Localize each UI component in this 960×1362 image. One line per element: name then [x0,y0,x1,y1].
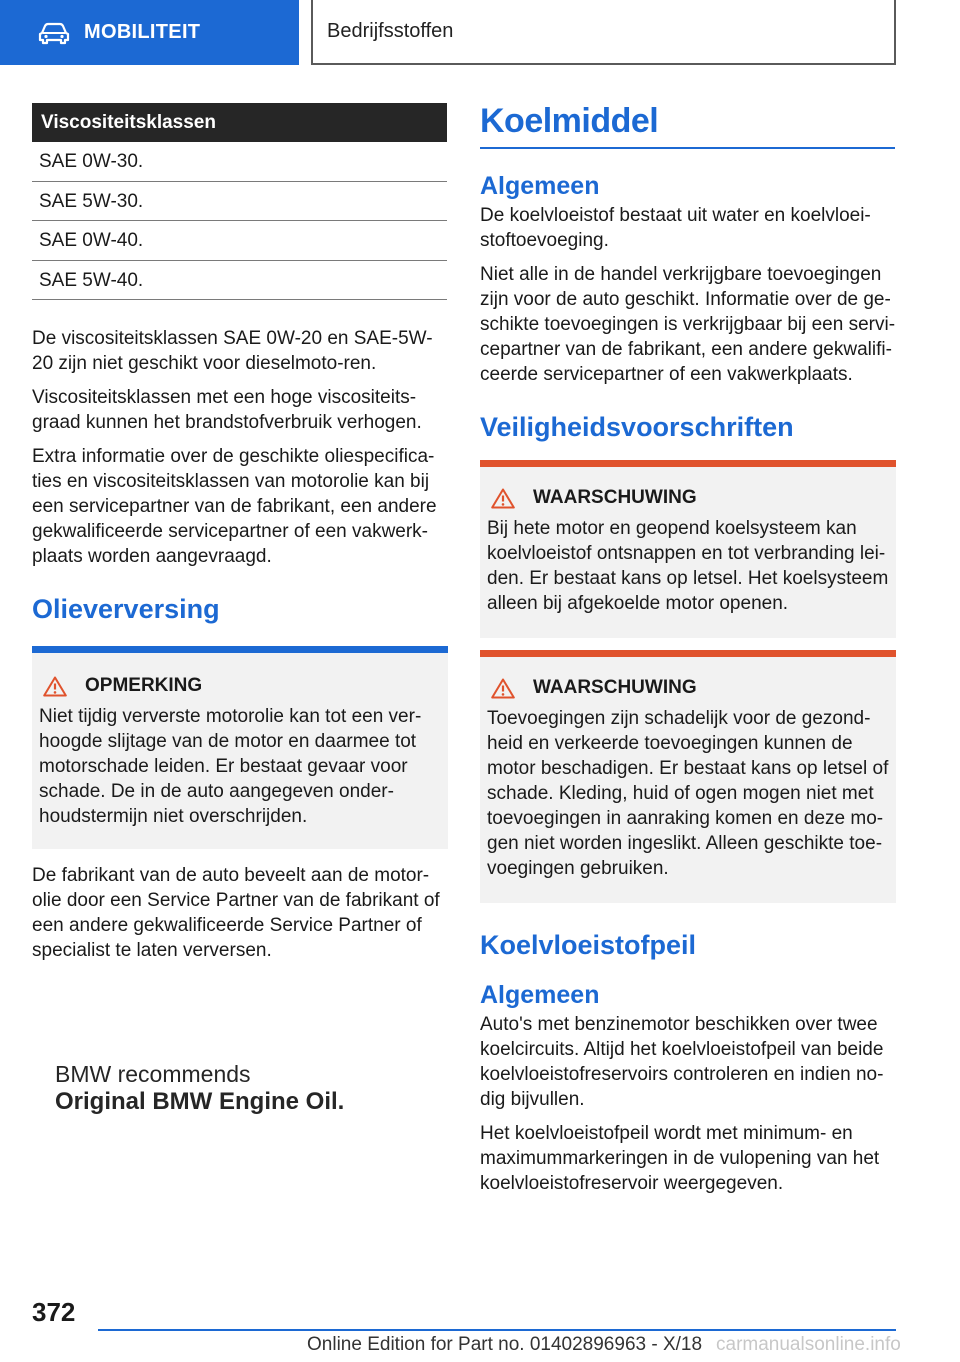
table-row: SAE 5W-30. [32,182,447,222]
table-row: SAE 0W-30. [32,142,447,182]
paragraph: Auto's met benzinemotor beschikken over twee koelcircuits. Altijd het koelvloeistofpeil van beide koelvloeistofreservoirs controleren en indien no-dig bijvullen. [480,1014,884,1110]
warning-triangle-icon [491,678,515,699]
heading-oil-change: Olieverversing [32,594,220,624]
paragraph: Extra informatie over de geschikte oliespecifica-ties en viscositeitsklassen van motorolie kan bij een servicepartner van de fabrikant, een andere gekwalificeerde servicepartner of een vakwerk-plaats worden aangevraagd. [32,446,437,567]
footer-watermark: carmanualsonline.info [716,1334,901,1355]
paragraph: Viscositeitsklassen met een hoge viscositeits-graad kunnen het brandstofverbruik verhogen. [32,387,422,433]
paragraph: Niet alle in de handel verkrijgbare toevoegingen zijn voor de auto geschikt. Informatie over de ge-schikte toevoegingen is verkrijgbaar bij een servi-cepartner van de fabrikant, een andere gekwalifi-ceerde servicepartner of een vakwerkplaats. [480,264,896,385]
viscosity-table-header: Viscositeitsklassen [32,103,447,142]
warning-bar [480,460,896,467]
page-number: 372 [32,1297,76,1327]
car-icon [38,21,70,45]
chapter-title-text: Bedrijfsstoffen [327,20,454,42]
warning-bar [480,650,896,657]
section-tab-label: MOBILITEIT [84,21,201,43]
notice-box [32,653,448,849]
left-column [32,103,448,972]
warning-text: Bij hete motor en geopend koelsysteem kan koelvloeistof ontsnappen en tot verbranding lei-den. Er bestaat kans op letsel. Het koelsysteem alleen bij afgekoelde motor openen. [487,518,889,614]
viscosity-table [32,103,447,300]
warning-label: WAARSCHUWING [533,487,697,508]
warning-box [480,657,896,903]
right-column [480,102,896,1205]
section-tab-mobiliteit[interactable] [0,0,299,65]
table-row: SAE 5W-40. [32,261,447,301]
table-row: SAE 0W-40. [32,221,447,261]
warning-text: Toevoegingen zijn schadelijk voor de gezond-heid en verkeerde toevoegingen kunnen de motor beschadigen. Er bestaat kans op letsel of schade. Kleding, huid of ogen mogen niet met toevoegingen in aanraking komen en deze mo-gen niet worden ingeslikt. Alleen geschikte toe-voegingen gebruiken. [487,708,889,879]
heading-coolant-level: Koelvloeistofpeil [480,930,697,960]
warning-triangle-icon [491,488,515,509]
bmw-oil-logo [55,1060,344,1116]
heading-underline [480,147,895,149]
heading-coolant: Koelmiddel [480,102,659,140]
notice-text: Niet tijdig ververste motorolie kan tot een ver-hoogde slijtage van de motor en daarmee tot motorschade leiden. Er bestaat gevaar voor schade. De in de auto aangegeven onder-houdstermijn niet overschrijden. [39,706,422,827]
warning-triangle-icon [43,676,67,697]
heading-general: Algemeen [480,981,600,1009]
heading-safety: Veiligheidsvoorschriften [480,412,794,442]
paragraph: De viscositeitsklassen SAE 0W-20 en SAE-5W-20 zijn niet geschikt voor dieselmoto-ren. [32,328,433,374]
warning-label: WAARSCHUWING [533,677,697,698]
footer-line [98,1329,896,1331]
chapter-title [311,0,896,65]
logo-line-2: Original BMW Engine Oil. [55,1088,345,1115]
logo-line-1: BMW recommends [55,1061,251,1087]
footer-edition: Online Edition for Part no. 01402896963 - X/18 [307,1334,703,1355]
notice-bar [32,646,448,653]
notice-label: OPMERKING [85,675,203,696]
paragraph: De koelvloeistof bestaat uit water en koelvloei-stoftoevoeging. [480,205,871,251]
heading-general: Algemeen [480,172,600,200]
warning-box [480,467,896,638]
paragraph: Het koelvloeistofpeil wordt met minimum- en maximummarkeringen in de vulopening van het koelvloeistofreservoir weergegeven. [480,1123,880,1194]
paragraph: De fabrikant van de auto beveelt aan de motor-olie door een Service Partner van de fabrikant of een andere gekwalificeerde Service Partner of specialist te laten verversen. [32,865,440,961]
